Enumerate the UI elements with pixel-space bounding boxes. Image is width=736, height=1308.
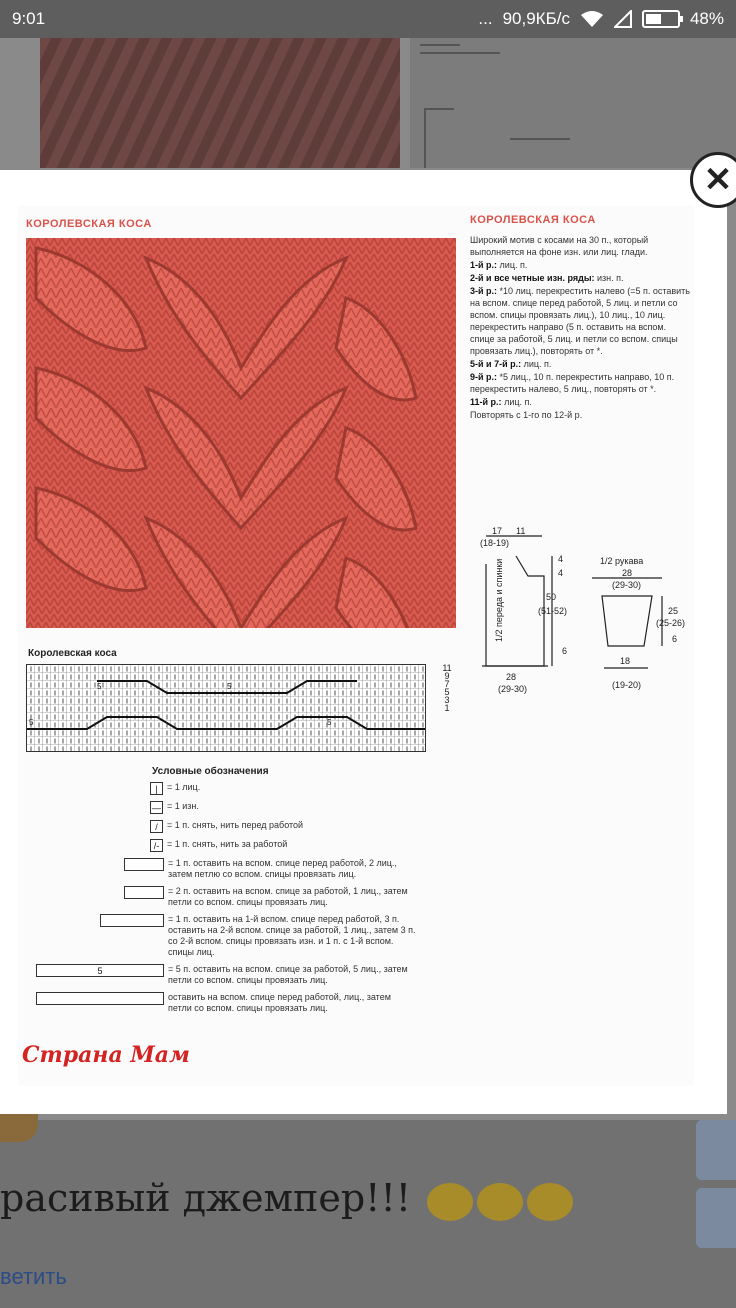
row-number: 11 <box>442 663 452 673</box>
cable-1-2-left-symbol-icon <box>124 858 164 871</box>
pattern-description <box>470 214 690 422</box>
cable-5-left-symbol-icon <box>36 992 164 1005</box>
comment-text: расивый джемпер!!! <box>0 1176 411 1220</box>
legend-item <box>150 801 416 814</box>
garment-schema <box>472 516 692 706</box>
schema-label: (19-20) <box>612 680 642 690</box>
legend-text: = 1 п. снять, нить за работой <box>167 839 288 849</box>
cable-5-right-symbol-icon: 5 <box>36 964 164 977</box>
knitting-chart-grid <box>27 665 426 752</box>
knitting-chart <box>26 664 426 752</box>
cable-pattern-graphic <box>26 238 456 628</box>
schema-label: (51-52) <box>538 606 568 616</box>
legend-item <box>150 782 416 795</box>
legend-title: Условные обозначения <box>152 766 269 777</box>
row-instruction: 3-й р.: *10 лиц. перекрестить налево (=5 п. оставить на вспом. спице перед работой, 5 лиц. и петли со вспом. спицы провязать лиц.), 10 лиц., 10 лиц. перекрестить направо (5 п. оставить на вспом. спице за работой, 5 лиц. и петли со вспом. спицы провязать лиц.), повторять от *. <box>470 286 690 356</box>
row-number: 9 <box>444 671 450 681</box>
legend-text: = 1 п. оставить на вспом. спице перед работой, 2 лиц., затем петлю со вспом. спицы провязать лиц. <box>168 858 397 879</box>
legend-item <box>150 820 416 833</box>
schema-label: 4 <box>558 554 564 564</box>
row-instruction: 5-й и 7-й р.: лиц. п. <box>470 359 552 369</box>
purl-symbol-icon: — <box>152 802 161 813</box>
sleeve-title: 1/2 рукава <box>600 556 644 566</box>
schema-label: (29-30) <box>498 684 528 694</box>
image-viewer-modal <box>0 170 727 1114</box>
row-number: 1 <box>444 703 450 713</box>
slip-back-symbol-icon: /- <box>150 839 163 852</box>
comment-text-row <box>0 1176 573 1221</box>
schema-label: 6 <box>672 634 678 644</box>
thumbs-up-smiley-icon <box>527 1183 573 1221</box>
chart-cell-5: 5 <box>29 718 34 727</box>
legend-item <box>36 964 416 986</box>
row-number: 7 <box>444 679 450 689</box>
status-dots: ... <box>478 9 493 28</box>
legend-text: = 1 изн. <box>167 801 199 811</box>
schema-label: 28 <box>622 568 633 578</box>
background-swatch-image <box>40 38 400 168</box>
thumbs-up-smiley-icon <box>477 1183 523 1221</box>
schema-label: 50 <box>546 592 557 602</box>
legend-item <box>100 914 416 958</box>
swatch-title: КОРОЛЕВСКАЯ КОСА <box>26 218 152 230</box>
pattern-title: КОРОЛЕВСКАЯ КОСА <box>470 214 596 226</box>
signal-icon <box>614 10 632 28</box>
schema-side-label: 1/2 переда и спинки <box>494 558 504 642</box>
chart-row-numbers <box>440 664 454 712</box>
schema-label: (18-19) <box>480 538 510 548</box>
row-instruction: 9-й р.: *5 лиц., 10 п. перекрестить направо, 10 п. перекрестить налево, 5 лиц., повторять от *. <box>470 372 675 394</box>
network-speed: 90,9КБ/с <box>502 9 570 28</box>
status-right <box>478 9 724 29</box>
schema-label: 4 <box>558 568 564 578</box>
legend-text: = 1 п. снять, нить перед работой <box>167 820 304 830</box>
schema-label: 25 <box>668 606 679 616</box>
status-time: 9:01 <box>12 9 46 28</box>
row-number: 5 <box>444 687 450 697</box>
knit-symbol-icon: | <box>150 782 163 795</box>
close-icon: ✕ <box>703 161 733 199</box>
row-number: 3 <box>444 695 450 705</box>
battery-icon <box>642 10 680 28</box>
chart-cell-5: 5 <box>227 682 232 691</box>
status-bar <box>0 0 736 38</box>
legend <box>36 782 416 1020</box>
row-instruction: 1-й р.: лиц. п. <box>470 260 528 270</box>
row-instruction: Повторять с 1-го по 12-й р. <box>470 410 583 420</box>
strana-mam-watermark-logo: Страна Мам <box>22 1042 190 1068</box>
legend-item <box>150 839 416 852</box>
legend-item <box>124 886 416 908</box>
pattern-text <box>470 234 690 421</box>
legend-text: = 2 п. оставить на вспом. спице за работой, 1 лиц., затем петли со вспом. спицы провязать лиц. <box>168 886 408 907</box>
schema-label: 17 <box>492 526 503 536</box>
thumbs-up-smiley-icon <box>427 1183 473 1221</box>
battery-percent: 48% <box>689 9 724 28</box>
schema-label: 11 <box>516 526 526 536</box>
magazine-page-image <box>18 206 694 1086</box>
legend-item <box>124 858 416 880</box>
chart-cell-5: 5 <box>97 682 102 691</box>
reply-link[interactable]: ветить <box>0 1264 67 1289</box>
legend-text: = 5 п. оставить на вспом. спице за работой, 5 лиц., затем петли со вспом. спицы провязать лиц. <box>168 964 408 985</box>
legend-item <box>36 992 416 1014</box>
schema-label: 6 <box>562 646 568 656</box>
schema-label: 18 <box>620 656 631 666</box>
legend-text: оставить на вспом. спице перед работой, лиц., затем петли со вспом. спицы провязать лиц. <box>168 992 391 1013</box>
side-button[interactable] <box>696 1120 736 1180</box>
row-instruction: 11-й р.: лиц. п. <box>470 397 532 407</box>
legend-text: = 1 п. оставить на 1-й вспом. спице перед работой, 3 п. оставить на 2-й вспом. спице за работой, 1 лиц., затем 3 п. со 2-й вспом. спицы провязать изн. и 1 п. с 1-й вспом. спицы лиц. <box>168 914 416 957</box>
side-button[interactable] <box>696 1188 736 1248</box>
row-instruction: 2-й и все четные изн. ряды: изн. п. <box>470 273 624 283</box>
legend-text: = 1 лиц. <box>167 782 201 792</box>
cable-2-1-right-symbol-icon <box>124 886 164 899</box>
background-document-image <box>410 38 736 168</box>
slip-front-symbol-icon: / <box>150 820 163 833</box>
chart-cell-5: 5 <box>327 718 332 727</box>
schema-label: (29-30) <box>612 580 642 590</box>
schema-label: (25-26) <box>656 618 686 628</box>
cable-complex-symbol-icon <box>100 914 164 927</box>
description: Широкий мотив с косами на 30 п., который выполняется на фоне изн. или лиц. глади. <box>470 235 649 257</box>
knitting-swatch-photo <box>26 238 456 628</box>
schema-label: 28 <box>506 672 517 682</box>
wifi-icon <box>580 10 604 28</box>
chart-title: Королевская коса <box>28 648 117 659</box>
